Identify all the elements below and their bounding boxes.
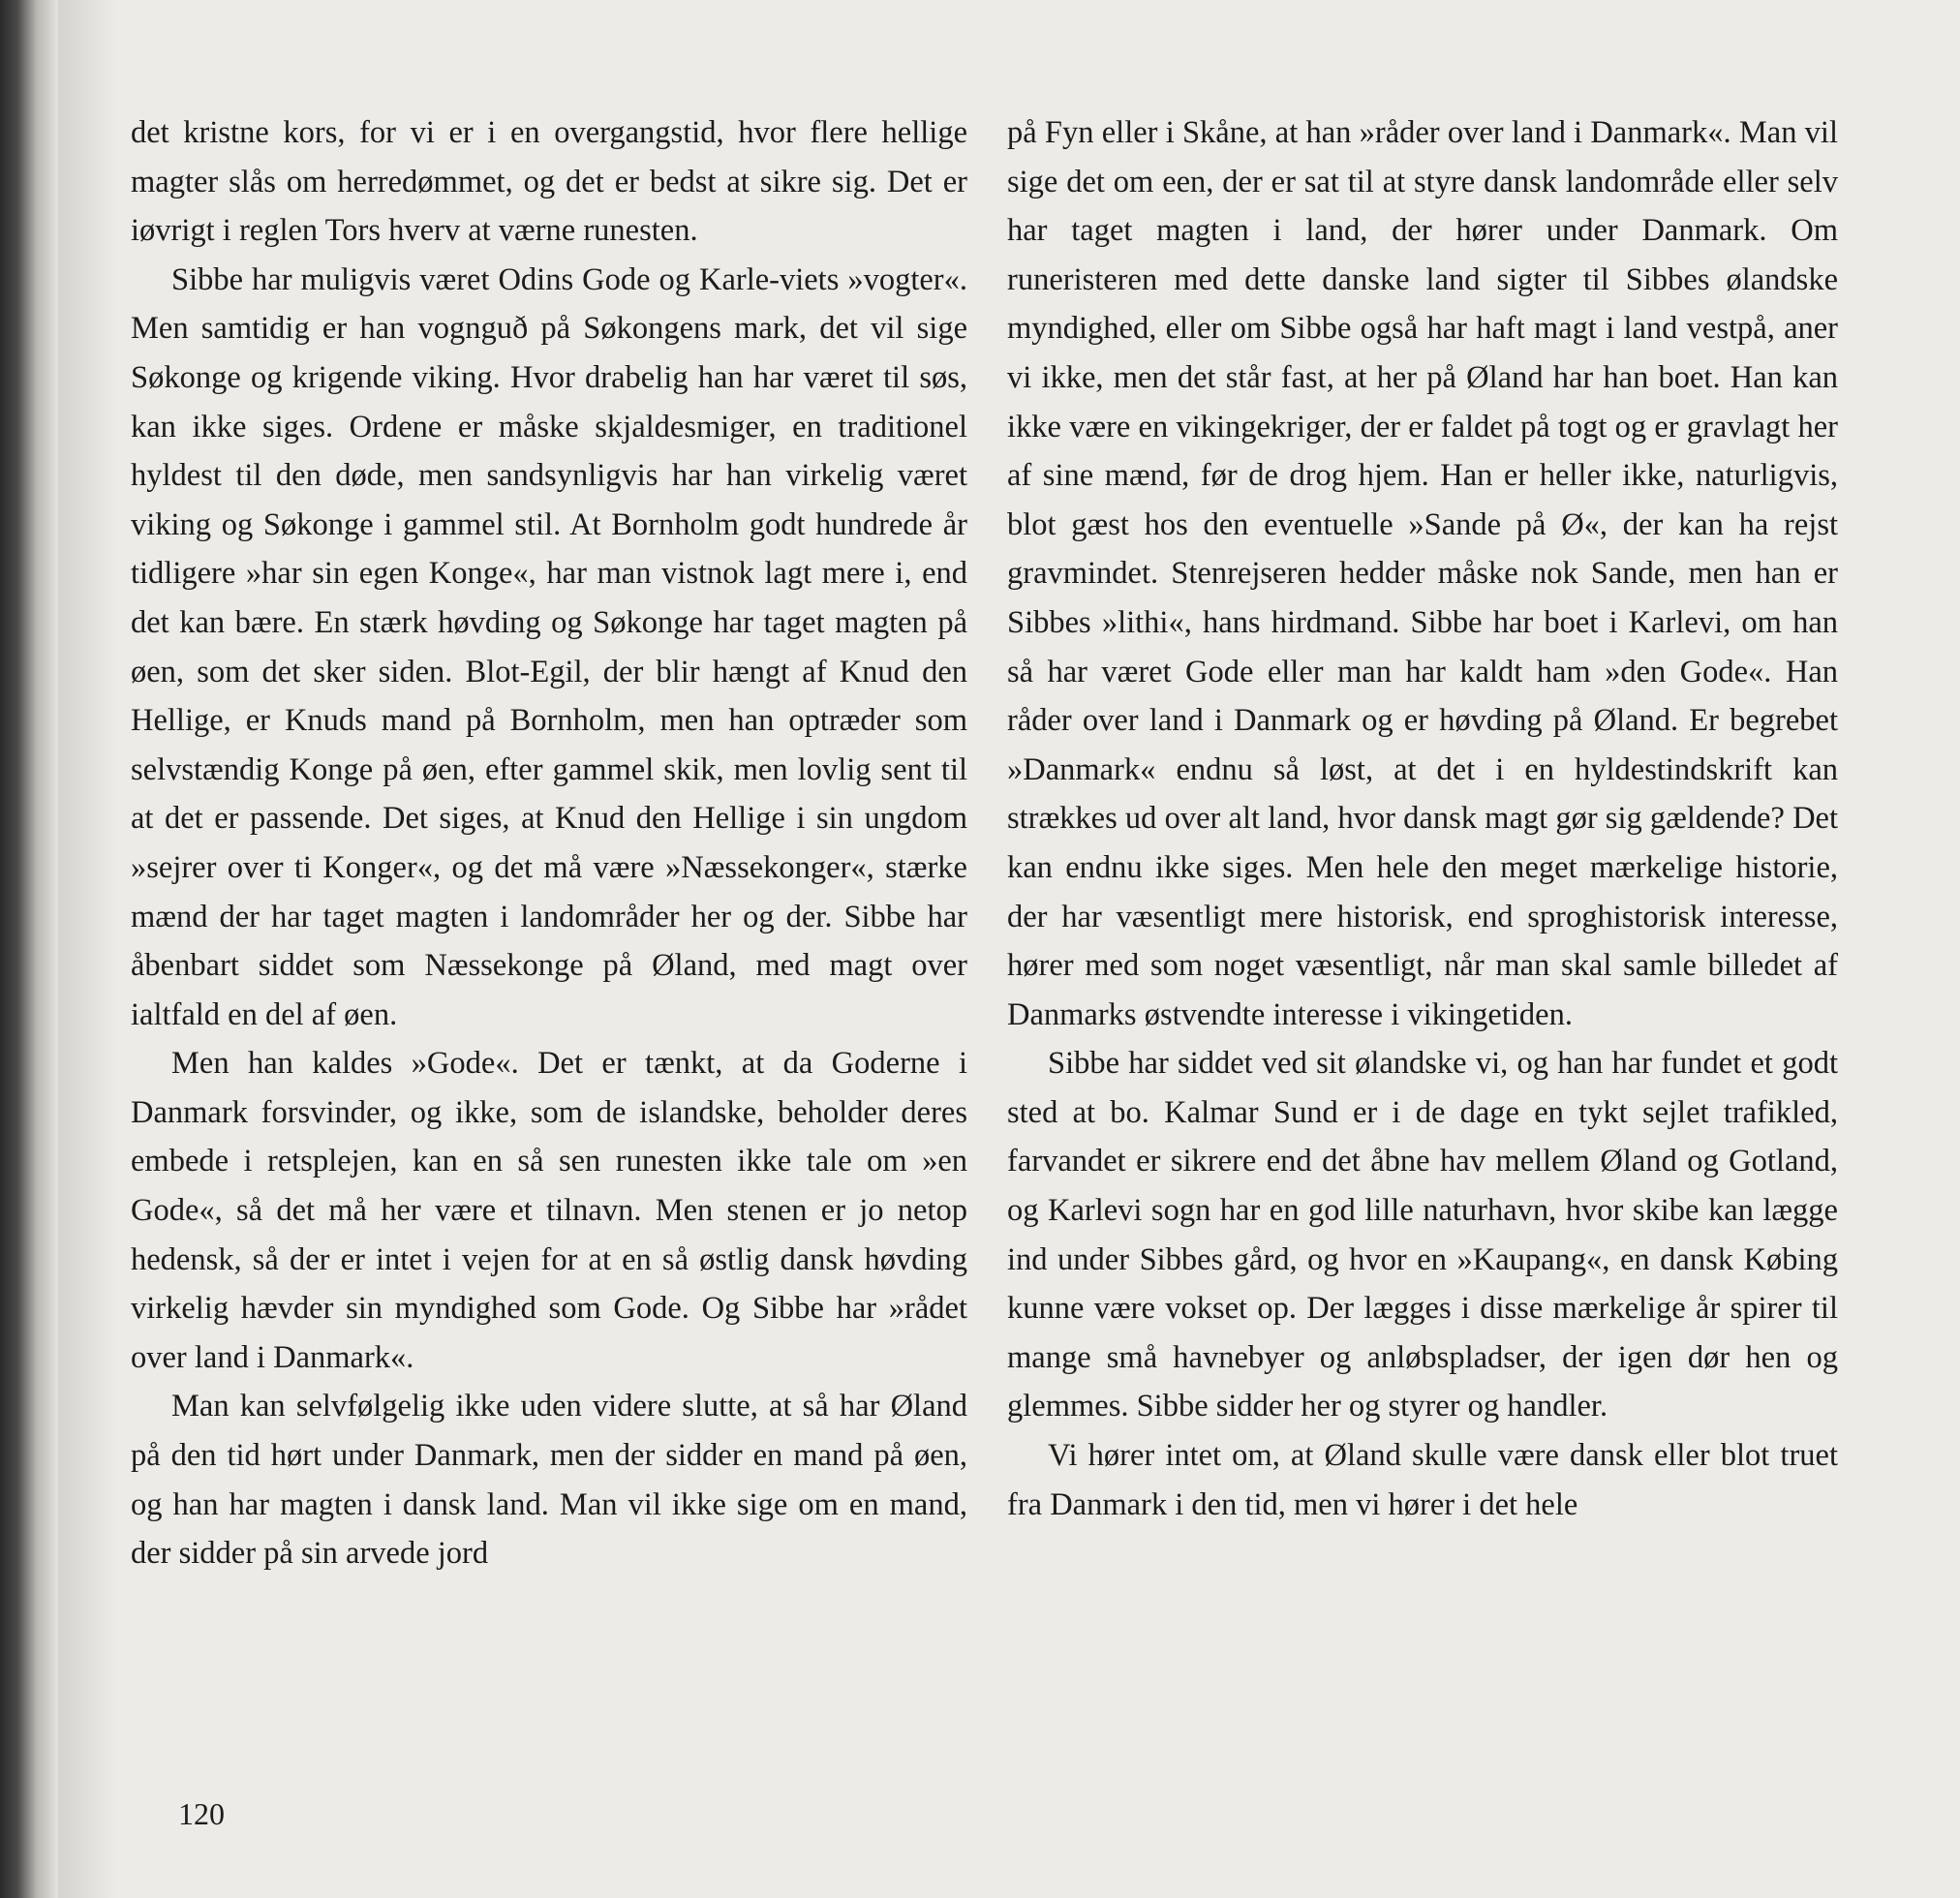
paragraph: Sibbe har siddet ved sit ølandske vi, og han har fundet et godt sted at bo. Kalmar Sund er i de dage en tykt sejlet trafikled, farvandet er sikrere end det åbne hav mellem Øland og Gotland, og Karlevi sogn har en god lille naturhavn, hvor skibe kan lægge ind under Sibbes gård, og hvor en »Kaupang«, en dansk Købing kunne være vokset op. Der lægges i disse mærkelige år spirer til mange små havnebyer og anløbspladser, der igen dør hen og glemmes. Sibbe sidder her og styrer og handler.: [1007, 1046, 1838, 1424]
paragraph: Men han kaldes »Gode«. Det er tænkt, at da Goderne i Danmark forsvinder, og ikke, som de islandske, beholder deres embede i retsplejen, kan en så sen runesten ikke tale om »en Gode«, så det må her være et tilnavn. Men stenen er jo netop hedensk, så der er intet i vejen for at en så østlig dansk høvding virkelig hævder sin myndighed som Gode. Og Sibbe har »rådet over land i Danmark«.: [131, 1046, 967, 1375]
paragraph: det kristne kors, for vi er i en overgangstid, hvor flere hellige magter slås om herredømmet, og det er bedst at sikre sig. Det er iøvrigt i reglen Tors hverv at værne runesten.: [131, 115, 967, 249]
page-number: 120: [178, 1796, 225, 1831]
paragraph: Sibbe har muligvis været Odins Gode og Karle-viets »vogter«. Men samtidig er han vognguð på Søkongens mark, det vil sige Søkonge og krigende viking. Hvor drabelig han har været til søs, kan ikke siges. Ordene er måske skjaldesmiger, en traditionel hyldest til den døde, men sandsynligvis har han virkelig været viking og Søkonge i gammel stil. At Bornholm godt hundrede år tidligere »har sin egen Konge«, har man vistnok lagt mere i, end det kan bære. En stærk høvding og Søkonge har taget magten på øen, som det sker siden. Blot-Egil, der blir hængt af Knud den Hellige, er Knuds mand på Bornholm, men han optræder som selvstændig Konge på øen, efter gammel skik, men lovlig sent til at det er passende. Det siges, at Knud den Hellige i sin ungdom »sejrer over ti Konger«, og det må være »Næssekonger«, stærke mænd der har taget magten i landområder her og der. Sibbe har åbenbart siddet som Næssekonge på Øland, med magt over ialtfald en del af øen.: [131, 261, 967, 1032]
page-gutter-shadow: [58, 0, 116, 1898]
right-text-column: [1007, 108, 1838, 1529]
left-text-column: [131, 108, 967, 1578]
paragraph: Man kan selvfølgelig ikke uden videre slutte, at så har Øland på den tid hørt under Danmark, men der sidder en mand på øen, og han har magten i dansk land. Man vil ikke sige om en mand, der sidder på sin arvede jord: [131, 1389, 967, 1572]
paragraph: på Fyn eller i Skåne, at han »råder over land i Danmark«. Man vil sige det om een, der er sat til at styre dansk landområde eller selv har taget magten i land, der hører under Danmark. Om runeristeren med dette danske land sigter til Sibbes ølandske myndighed, eller om Sibbe også har haft magt i land vestpå, aner vi ikke, men det står fast, at her på Øland har han boet. Han kan ikke være en vikingekriger, der er faldet på togt og er gravlagt her af sine mænd, før de drog hjem. Han er heller ikke, naturligvis, blot gæst hos den eventuelle »Sande på Ø«, der kan ha rejst gravmindet. Stenrejseren hedder måske nok Sande, men han er Sibbes »lithi«, hans hirdmand. Sibbe har boet i Karlevi, om han så har været Gode eller man har kaldt ham »den Gode«. Han råder over land i Danmark og er høvding på Øland. Er begrebet »Danmark« endnu så løst, at det i en hyldestindskrift kan strækkes ud over alt land, hvor dansk magt gør sig gældende? Det kan endnu ikke siges. Men hele den meget mærkelige historie, der har væsentligt mere historisk, end sproghistorisk interesse, hører med som noget væsentligt, når man skal samle billedet af Danmarks østvendte interesse i vikingetiden.: [1007, 115, 1838, 1032]
book-spine: [0, 0, 58, 1898]
paragraph: Vi hører intet om, at Øland skulle være dansk eller blot truet fra Danmark i den tid, men vi hører i det hele: [1007, 1438, 1838, 1522]
